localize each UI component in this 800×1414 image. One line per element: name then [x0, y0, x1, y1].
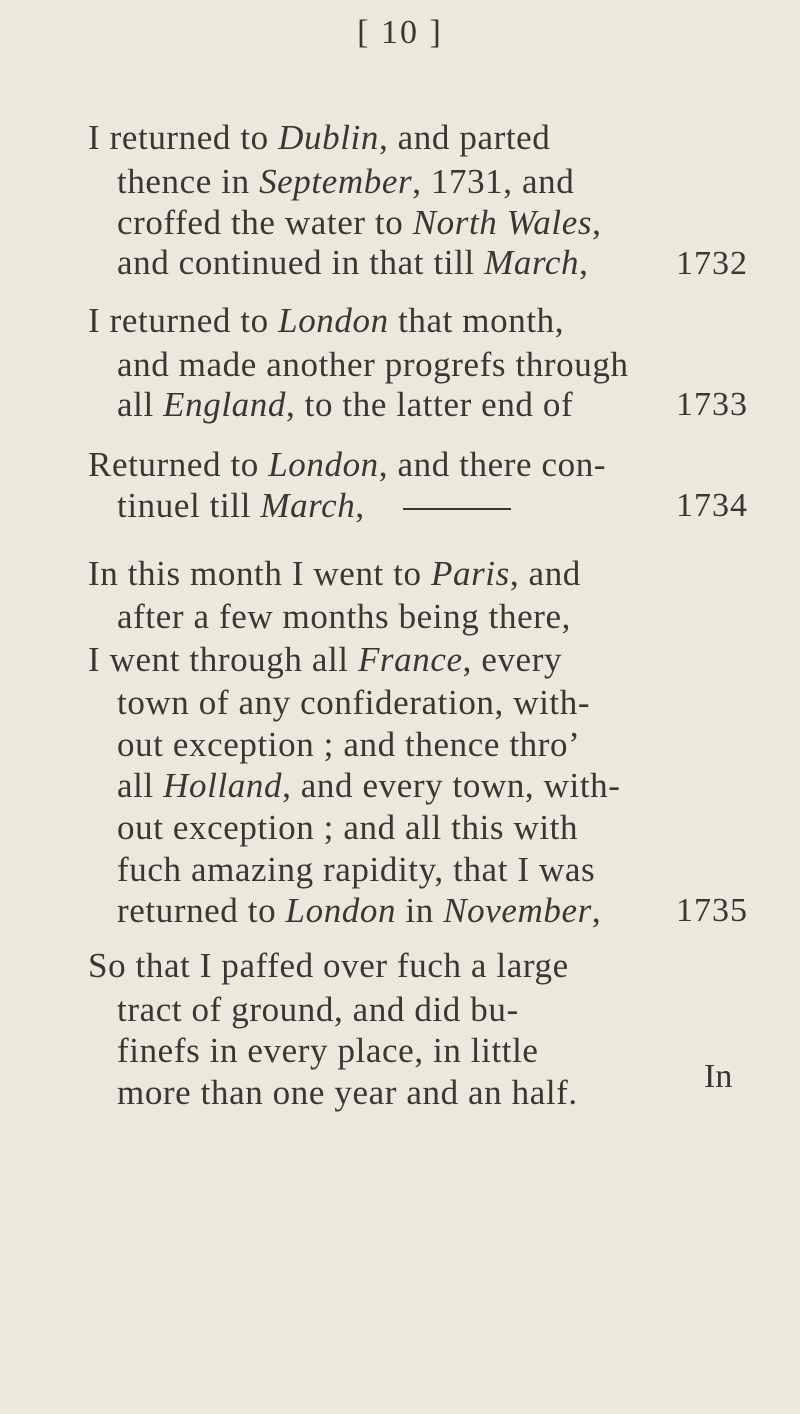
- year-margin-note: 1732: [676, 245, 748, 282]
- text-run: I returned to: [88, 301, 279, 340]
- line-2: [117, 162, 574, 202]
- year-margin-note: 1735: [676, 892, 748, 929]
- italic-word: France: [357, 640, 463, 679]
- line-12: [88, 640, 562, 680]
- italic-word: March: [260, 486, 356, 525]
- line-4: [117, 243, 588, 283]
- italic-word: London: [278, 301, 389, 340]
- text-run: all: [117, 385, 164, 424]
- line-22: [117, 1073, 578, 1113]
- line-16: [117, 808, 578, 848]
- catchword: In: [704, 1058, 733, 1095]
- text-run: fuch amazing rapidity, that I was: [117, 850, 596, 889]
- italic-word: November: [443, 891, 592, 930]
- text-run: in: [396, 891, 444, 930]
- text-run: , 1731, and: [412, 162, 575, 201]
- line-8: [88, 445, 606, 485]
- text-run: ,: [592, 203, 602, 242]
- line-11: [117, 597, 571, 637]
- page-number: [ 10 ]: [357, 14, 443, 51]
- text-run: Returned to: [88, 445, 269, 484]
- text-run: ,: [591, 891, 602, 930]
- text-run: I went through all: [88, 640, 358, 679]
- italic-word: Dublin: [278, 118, 379, 157]
- text-run: croffed the water to: [117, 203, 413, 242]
- italic-word: England: [163, 385, 286, 424]
- line-13: [117, 683, 590, 723]
- text-run: thence in: [117, 162, 260, 201]
- text-run: returned to: [117, 891, 286, 930]
- text-run: I returned to: [88, 118, 279, 157]
- text-run: , every: [462, 640, 563, 679]
- text-run: and continued in that till: [117, 243, 485, 282]
- text-run: ,: [355, 486, 365, 525]
- text-run: , and: [509, 554, 581, 593]
- italic-word: September: [259, 162, 413, 201]
- line-20: [117, 990, 519, 1030]
- line-21: [117, 1031, 539, 1071]
- text-run: ,: [579, 243, 589, 282]
- line-7: [117, 385, 573, 425]
- italic-word: London: [285, 891, 397, 930]
- year-margin-note: 1734: [676, 487, 748, 524]
- line-3: [117, 203, 601, 243]
- text-run: that month,: [388, 301, 565, 340]
- line-6: [117, 345, 629, 385]
- dash-rule: [403, 508, 511, 510]
- text-run: tract of ground, and did bu-: [117, 990, 519, 1029]
- line-15: [117, 766, 621, 806]
- text-run: out exception ; and thence thro’: [117, 725, 581, 764]
- line-10: [88, 554, 581, 594]
- italic-word: London: [268, 445, 379, 484]
- text-run: tinuel till: [117, 486, 261, 525]
- text-run: , and every town, with-: [282, 766, 621, 805]
- text-run: , and there con-: [378, 445, 607, 484]
- line-14: [117, 725, 580, 765]
- text-run: finefs in every place, in little: [117, 1031, 539, 1070]
- text-run: after a few months being there,: [117, 597, 571, 636]
- line-17: [117, 850, 595, 890]
- line-1: [88, 118, 550, 158]
- text-run: more than one year and an half.: [117, 1073, 578, 1112]
- text-run: town of any confideration, with-: [117, 683, 591, 722]
- italic-word: Paris: [431, 554, 510, 593]
- text-run: So that I paffed over fuch a large: [88, 946, 569, 985]
- text-run: , to the latter end of: [285, 385, 574, 424]
- italic-word: Holland: [163, 766, 283, 805]
- text-run: all: [117, 766, 164, 805]
- text-run: , and parted: [378, 118, 551, 157]
- italic-word: March: [484, 243, 580, 282]
- line-9: [117, 486, 511, 526]
- text-run: and made another progrefs through: [117, 345, 629, 384]
- line-5: [88, 301, 564, 341]
- italic-word: North Wales: [412, 203, 593, 242]
- line-18: [117, 891, 601, 931]
- year-margin-note: 1733: [676, 386, 748, 423]
- line-19: [88, 946, 569, 986]
- text-run: In this month I went to: [88, 554, 431, 593]
- text-run: out exception ; and all this with: [117, 808, 579, 847]
